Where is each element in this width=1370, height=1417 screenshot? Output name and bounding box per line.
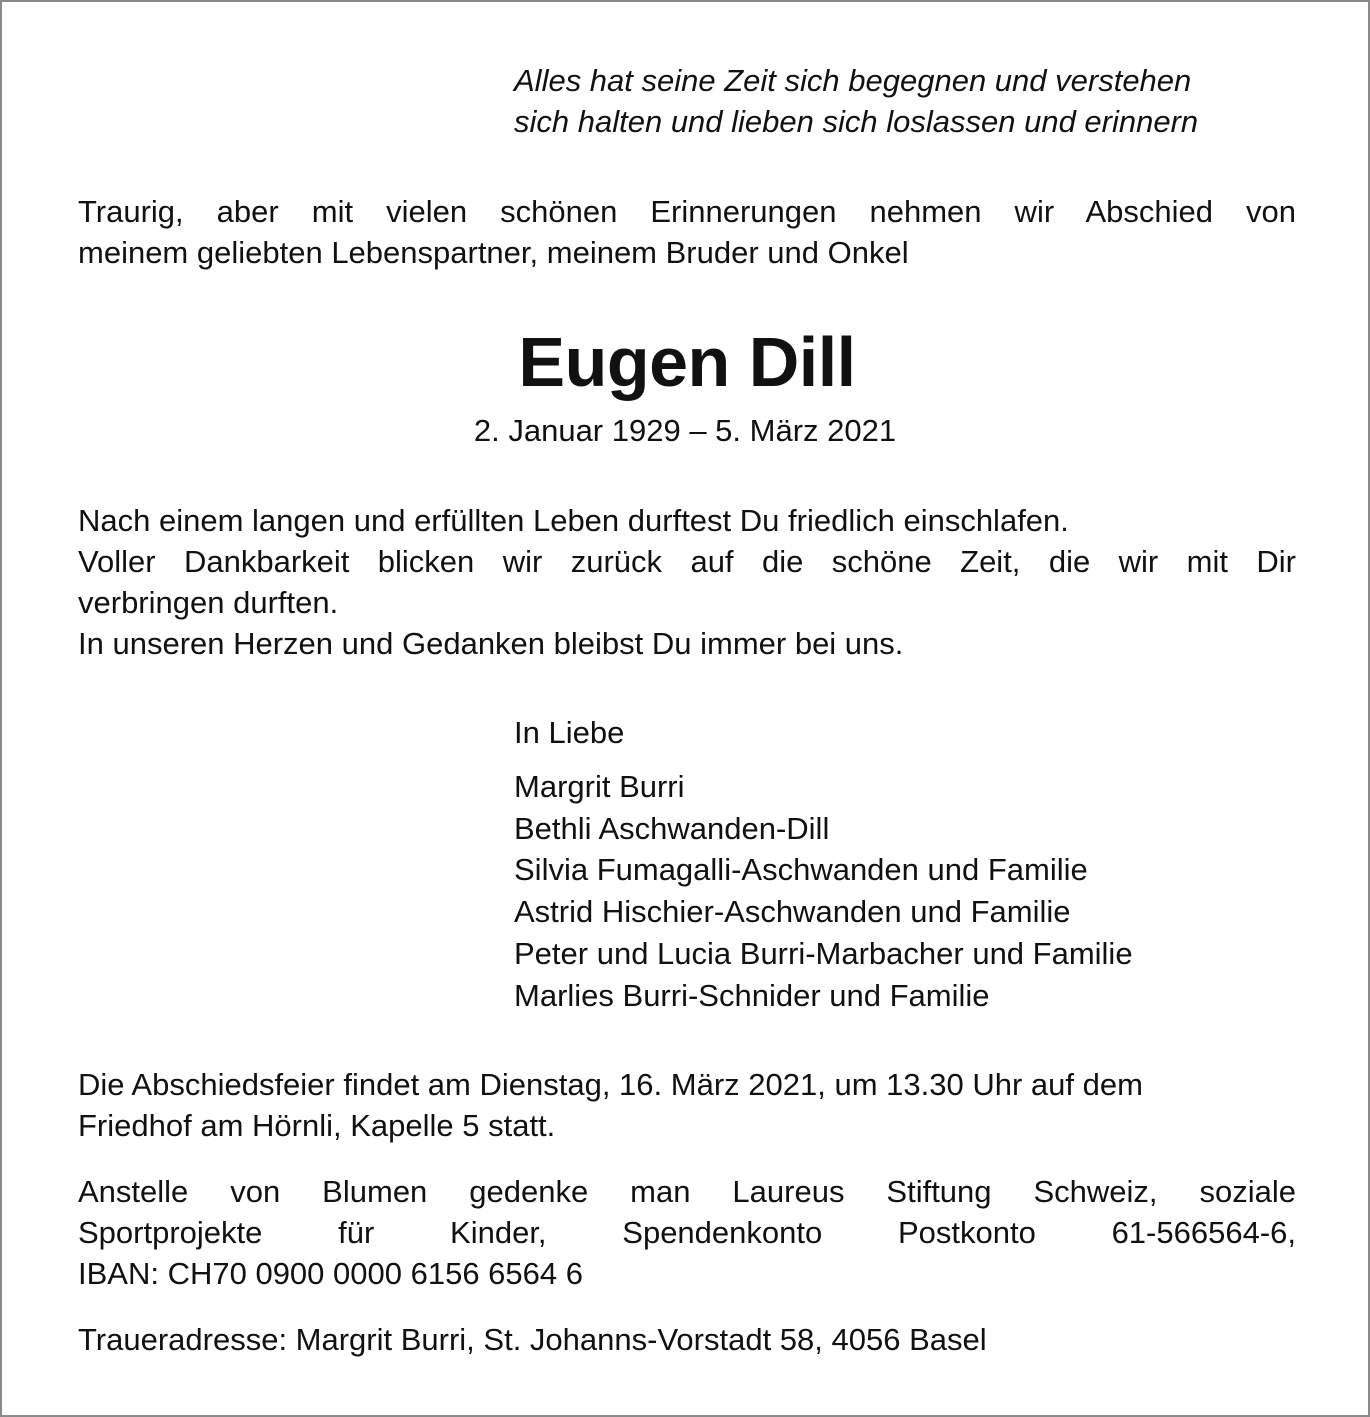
motto-verse: [514, 60, 1198, 142]
message-line: In unseren Herzen und Gedanken bleibst Du immer bei uns.: [78, 626, 904, 661]
mourners-list: [514, 766, 1133, 1016]
donation-line: IBAN: CH70 0900 0000 6156 6564 6: [78, 1256, 583, 1291]
mourner-name: Astrid Hischier-Aschwanden und Familie: [514, 894, 1071, 930]
donation-line: Sportprojekte für Kinder, Spendenkonto Postkonto 61-566564-6,: [78, 1215, 1296, 1250]
donation-paragraph: [78, 1171, 1296, 1294]
intro-line: meinem geliebten Lebenspartner, meinem Bruder und Onkel: [78, 235, 909, 270]
motto-line: sich halten und lieben sich loslassen und erinnern: [514, 104, 1199, 139]
message-line: Nach einem langen und erfüllten Leben durftest Du friedlich einschlafen.: [78, 503, 1069, 538]
signoff: In Liebe: [514, 715, 625, 750]
ceremony-line: Friedhof am Hörnli, Kapelle 5 statt.: [78, 1108, 556, 1143]
intro-line: Traurig, aber mit vielen schönen Erinnerungen nehmen wir Abschied von: [78, 194, 1296, 229]
ceremony-paragraph: [78, 1064, 1296, 1146]
mourner-name: Peter und Lucia Burri-Marbacher und Familie: [514, 935, 1133, 971]
mourning-address: Traueradresse: Margrit Burri, St. Johanns-Vorstadt 58, 4056 Basel: [78, 1322, 987, 1357]
intro-paragraph: [78, 191, 1296, 273]
mourner-name: Marlies Burri-Schnider und Familie: [514, 977, 990, 1013]
mourner-name: Margrit Burri: [514, 769, 685, 804]
message-line: Voller Dankbarkeit blicken wir zurück auf die schöne Zeit, die wir mit Dir: [78, 544, 1296, 579]
message-line: verbringen durften.: [78, 585, 339, 620]
message-paragraph: [78, 500, 1296, 664]
motto-line: Alles hat seine Zeit sich begegnen und verstehen: [514, 63, 1192, 98]
deceased-name: Eugen Dill: [518, 323, 856, 401]
ceremony-line: Die Abschiedsfeier findet am Dienstag, 16. März 2021, um 13.30 Uhr auf dem: [78, 1067, 1143, 1102]
life-dates: 2. Januar 1929 – 5. März 2021: [473, 413, 897, 448]
mourner-name: Bethli Aschwanden-Dill: [514, 810, 830, 846]
mourner-name: Silvia Fumagalli-Aschwanden und Familie: [514, 852, 1088, 888]
donation-line: Anstelle von Blumen gedenke man Laureus Stiftung Schweiz, soziale: [78, 1174, 1296, 1209]
